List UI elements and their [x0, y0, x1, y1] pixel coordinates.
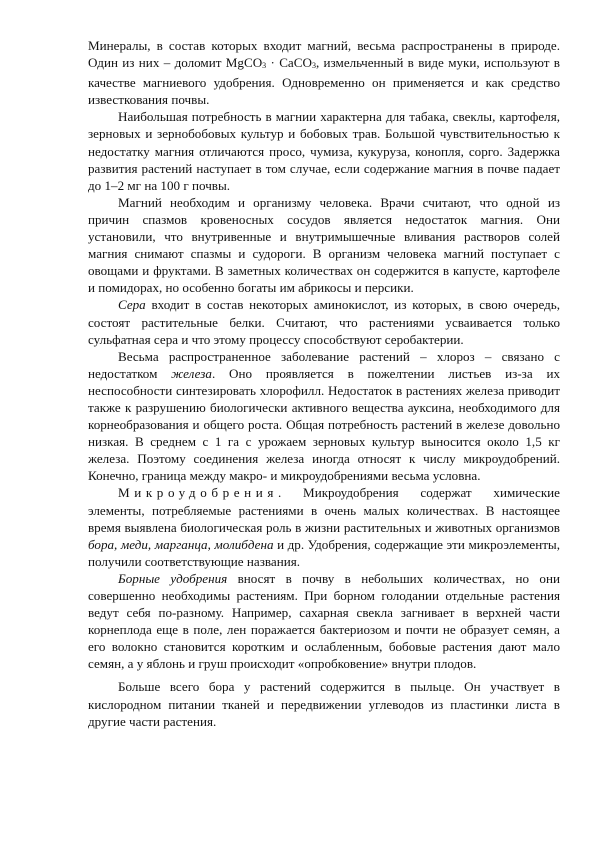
paragraph-boron-fertilizers	[88, 570, 560, 673]
paragraph-text: , измельченный в виде муки, используют в качестве магниевого удобрения. Одновременно он применяется и как средство известкования почвы.	[88, 55, 560, 108]
paragraph-text: . Оно проявляется в пожелтении листьев из-за их неспособности синтезировать хлорофилл. Недостаток в растениях железа приводит также к разрушению биологически активного вещества ауксина, необходимого для корнеобразования и общего роста. Общая потребность растений в железе довольно низкая. В среднем с 1 га с урожаем зерновых культур выносится около 1,5 кг железа. Поэтому соединения железа иногда относят к числу микроудобрений. Конечно, граница между макро- и микроудобрениями весьма условна.	[88, 365, 560, 484]
paragraph-sulfur	[88, 296, 560, 347]
paragraph-magnesium-human: Магний необходим и организму человека. Врачи считают, что одной из причин спазмов кровеносных сосудов является недостаток магния. Они установили, что внутривенные и внутримышечные вливания растворов солей магния снимают спазмы и судороги. В организм человека магний поступает с овощами и фруктами. В заметных количествах он содержится в капусте, картофеле и помидорах, но особенно богаты им абрикосы и персики.	[88, 194, 560, 296]
paragraph-text: Минералы, в состав которых входит магний, весьма распространены в природе. Один из них – доломит MgCO	[88, 38, 560, 71]
term-italic: Борные удобрения	[118, 570, 228, 586]
term-italic: бора, меди, марганца, молибдена	[88, 536, 274, 552]
paragraph-text: . Микроудобрения содержат химические элементы, потребляемые растениями в очень малых количествах. В настоящее время выявлена биологическая роль в жизни растительных и животных организмов	[88, 485, 560, 535]
paragraph-text: и др. Удобрения, содержащие эти микроэлементы, получили соответствующие названия.	[88, 536, 560, 569]
subscript: 3	[262, 61, 267, 71]
paragraph-iron	[88, 348, 560, 485]
subscript: 3	[311, 61, 316, 71]
paragraph-microfertilizers	[88, 484, 560, 569]
paragraph-magnesium-needs: Наибольшая потребность в магнии характерна для табака, свеклы, картофеля, зерновых и зернобобовых культур и бобовых трав. Большой чувствительностью к недостатку магния отличаются просо, чумиза, кукуруза, конопля, сорго. Задержка развития растений наступает в том случае, если содержание магния в почве падает до 1–2 мг на 100 г почвы.	[88, 109, 560, 193]
section-heading-spaced: Микроудобрения	[118, 485, 278, 501]
paragraph-text: входит в состав некоторых аминокислот, из которых, в свою очередь, состоят растительные белки. Считают, что растениями усваивается только сульфатная сера и что этому процессу способствуют серобактерии.	[88, 297, 560, 347]
paragraph-text: Весьма распространенное заболевание растений – хлороз – связано с недостатком	[88, 348, 560, 381]
paragraph-text: · CaCO	[266, 55, 312, 71]
term-italic: железа	[171, 365, 212, 381]
term-italic: Сера	[118, 297, 146, 313]
paragraph-boron-pollen: Больше всего бора у растений содержится в пыльце. Он участвует в кислородном питании тканей и передвижении углеводов из пластинки листа в другие части растения.	[88, 679, 560, 729]
paragraph-magnesium-minerals	[88, 37, 560, 108]
paragraph-text: вносят в почву в небольших количествах, но они совершенно необходимы растениям. При борном голодании отдельные растения ведут себя по-разному. Например, сахарная свекла загнивает в верхней части корнеплода еще в поле, лен поражается бактериозом и почти не образует семян, а его волокно становится коротким и ослабленным, бобовые растения дают мало семян, а у яблонь и груш происходит «опробковение» внутри плодов.	[88, 570, 560, 672]
